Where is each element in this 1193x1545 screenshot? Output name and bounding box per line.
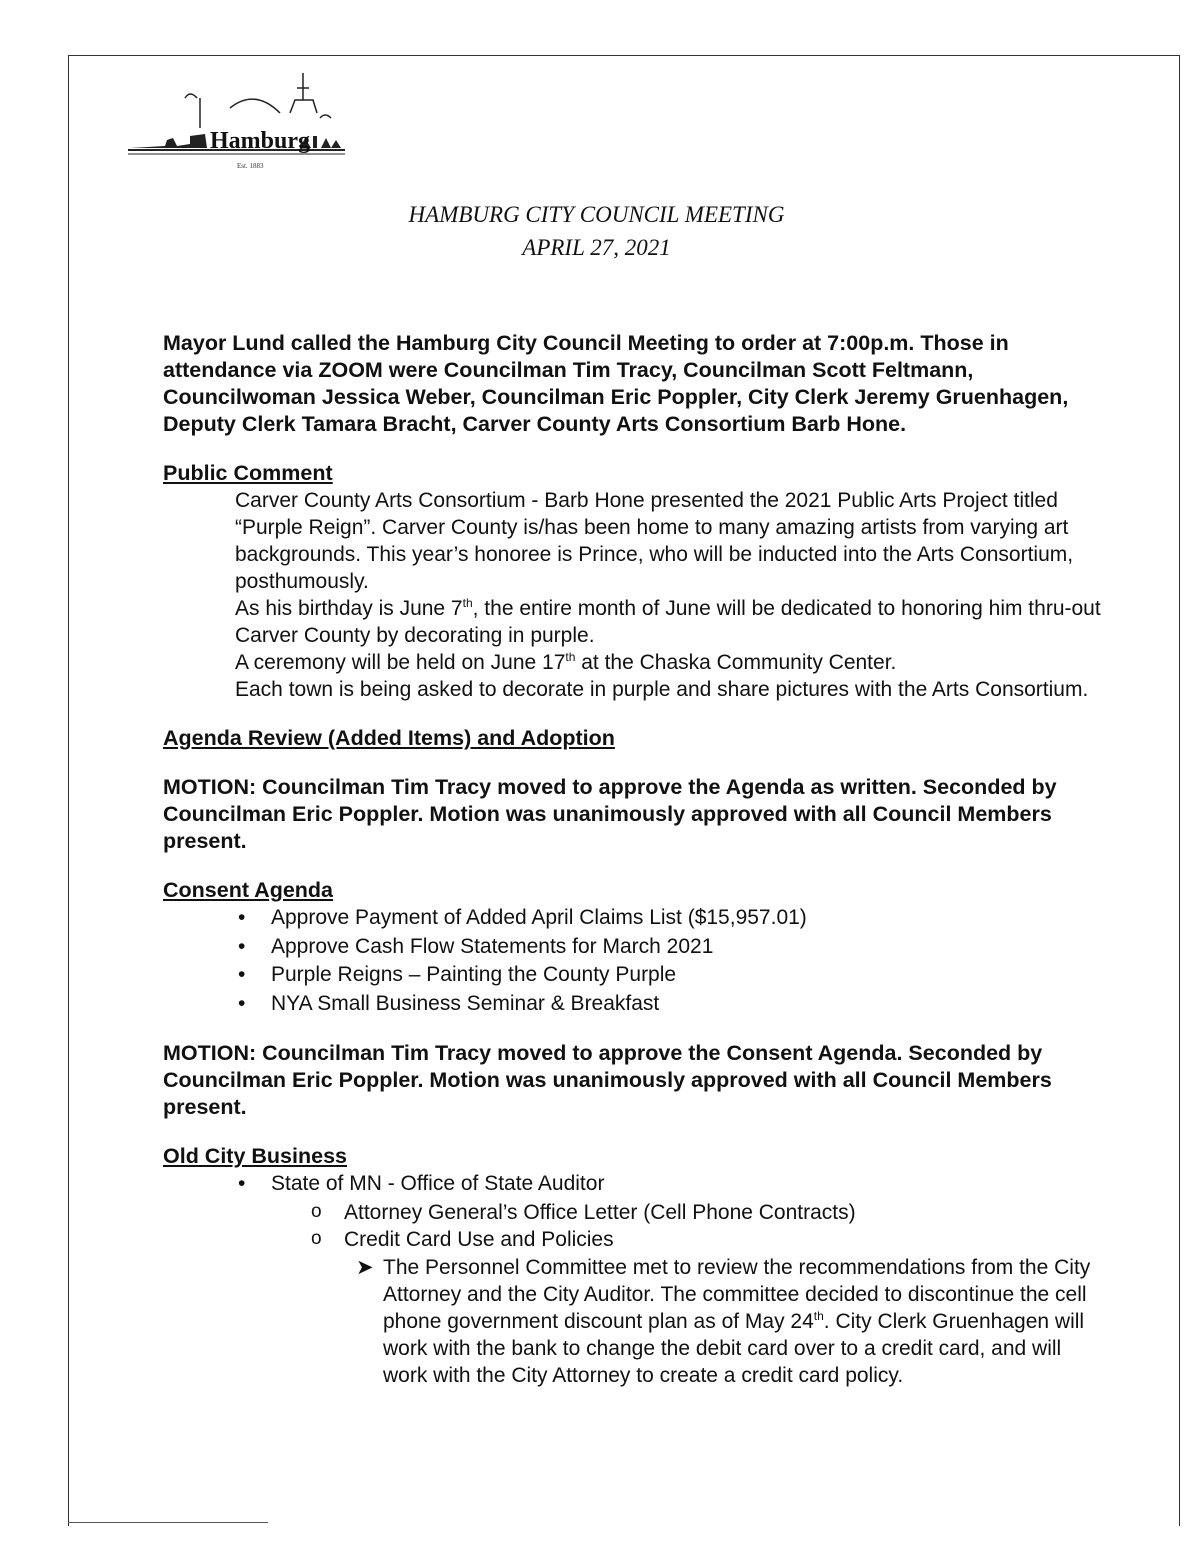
old-business-heading: Old City Business [163, 1144, 347, 1168]
meeting-title: HAMBURG CITY COUNCIL MEETING [408, 202, 785, 227]
document-header [0, 198, 1193, 264]
minutes-body [163, 330, 1123, 1389]
public-comment-p3: A ceremony will be held on June 17th at the Chaska Community Center. [235, 650, 897, 674]
hamburg-logo [125, 68, 350, 178]
public-comment-p4: Each town is being asked to decorate in purple and share pictures with the Arts Consortium. [235, 678, 1089, 701]
old-business-list [163, 1170, 1123, 1254]
town-skyline-icon [125, 68, 350, 178]
arrow-bullet-icon: ➤ [356, 1255, 374, 1279]
list-item: • State of MN - Office of State Auditor o Attorney General’s Office Letter (Cell Phone Contracts) o Credit Card Use and Policies [271, 1170, 1123, 1254]
old-business-detail: ➤ The Personnel Committee met to review the recommendations from the City Attorney and the City Auditor. The committee decided to discontinue the cell phone government discount plan as of May 24th. City Clerk Gruenhagen will work with the bank to change the debit card over to a credit card, and will work with the City Attorney to create a credit card policy. [356, 1255, 1091, 1387]
call-to-order: Mayor Lund called the Hamburg City Council Meeting to order at 7:00p.m. Those in attendance via ZOOM were Councilman Tim Tracy, Councilman Scott Feltmann, Councilwoman Jessica Weber, Councilman Eric Poppler, City Clerk Jeremy Gruenhagen, Deputy Clerk Tamara Bracht, Carver County Arts Consortium Barb Hone. [163, 331, 1069, 436]
list-item: • Approve Payment of Added April Claims List ($15,957.01) [271, 904, 1123, 933]
consent-agenda-heading: Consent Agenda [163, 878, 334, 902]
logo-wordmark: Hamburg [210, 128, 311, 154]
list-item: • Purple Reigns – Painting the County Purple [271, 961, 1123, 990]
list-item: • Approve Cash Flow Statements for March 2021 [271, 933, 1123, 962]
agenda-review-motion: MOTION: Councilman Tim Tracy moved to approve the Agenda as written. Seconded by Councilman Eric Poppler. Motion was unanimously approved with all Council Members present. [163, 775, 1057, 853]
consent-agenda-motion: MOTION: Councilman Tim Tracy moved to approve the Consent Agenda. Seconded by Councilman Eric Poppler. Motion was unanimously approved with all Council Members present. [163, 1041, 1052, 1119]
sub-list-item: o Attorney General’s Office Letter (Cell Phone Contracts) [344, 1199, 1123, 1227]
public-comment-p1: Carver County Arts Consortium - Barb Hone presented the 2021 Public Arts Project titled “Purple Reign”. Carver County is/has been home to many amazing artists from varying art backgrounds. This year’s honoree is Prince, who will be inducted into the Arts Consortium, posthumously. [235, 489, 1074, 593]
sub-list-item: o Credit Card Use and Policies [344, 1226, 1123, 1254]
public-comment-heading: Public Comment [163, 461, 333, 485]
old-business-sublist [271, 1199, 1123, 1254]
footer-rule [68, 1522, 268, 1523]
public-comment-p2: As his birthday is June 7th, the entire month of June will be dedicated to honoring him thru-out Carver County by decorating in purple. [235, 596, 1101, 647]
logo-established: Est. 1883 [237, 162, 264, 170]
list-item: • NYA Small Business Seminar & Breakfast [271, 990, 1123, 1019]
public-comment-body [235, 487, 1123, 703]
agenda-review-heading: Agenda Review (Added Items) and Adoption [163, 726, 615, 750]
consent-agenda-list [163, 904, 1123, 1018]
meeting-date: APRIL 27, 2021 [522, 235, 671, 260]
